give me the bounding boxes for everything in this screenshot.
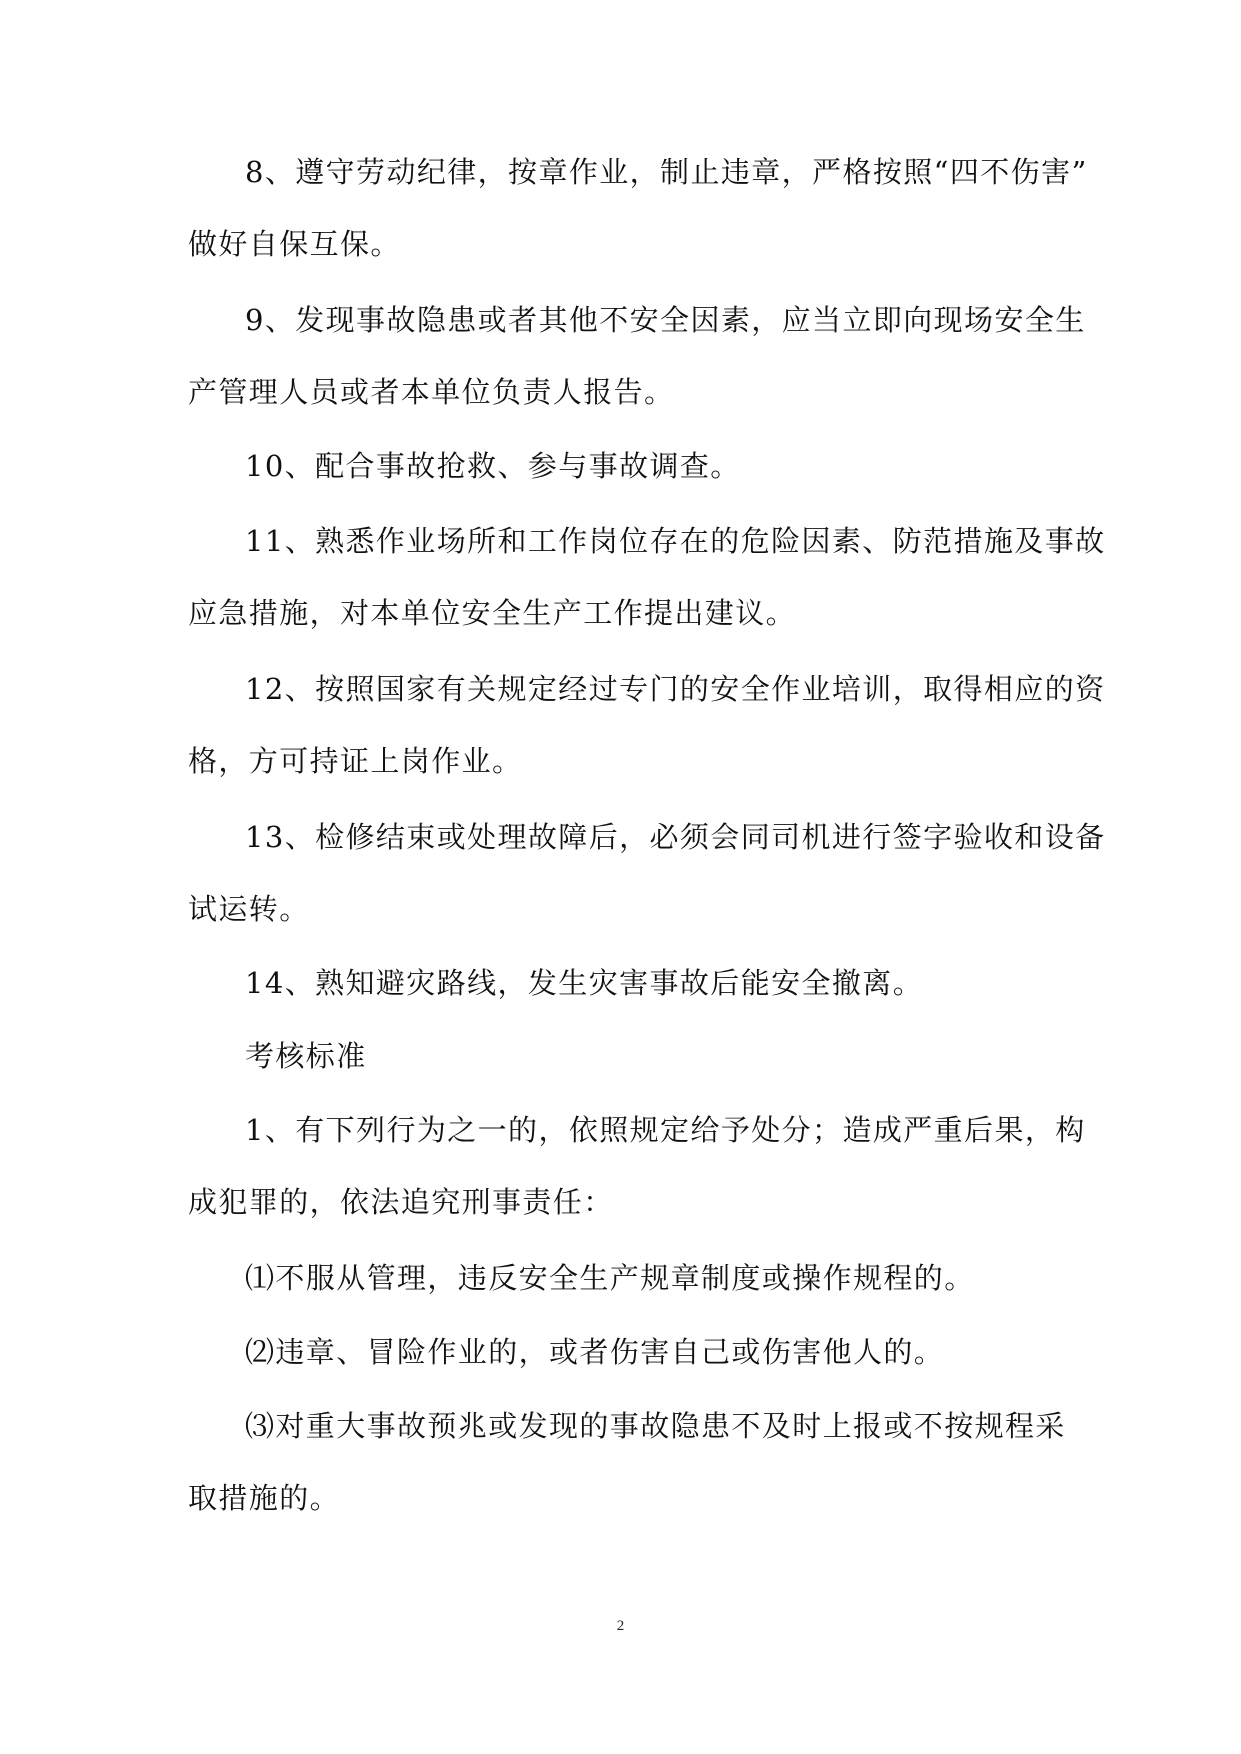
- paragraph-8-line-1: 8、遵守劳动纪律，按章作业，制止违章，严格按照“四不伤害”: [245, 155, 1088, 189]
- paragraph-13-line-2: 试运转。: [188, 892, 310, 926]
- paragraph-14-line-1: 14、熟知避灾路线，发生灾害事故后能安全撤离。: [245, 966, 924, 1000]
- criterion-1-item-3-line-1: ⑶对重大事故预兆或发现的事故隐患不及时上报或不按规程采: [245, 1409, 1066, 1443]
- paragraph-9-line-1: 9、发现事故隐患或者其他不安全因素，应当立即向现场安全生: [245, 303, 1086, 337]
- paragraph-8-line-2: 做好自保互保。: [188, 227, 401, 261]
- section-heading: 考核标准: [245, 1039, 367, 1073]
- paragraph-12-line-2: 格，方可持证上岗作业。: [188, 744, 523, 778]
- criterion-1-line-1: 1、有下列行为之一的，依照规定给予处分；造成严重后果，构: [245, 1113, 1086, 1147]
- criterion-1-line-2: 成犯罪的，依法追究刑事责任：: [188, 1185, 614, 1219]
- paragraph-11-line-2: 应急措施，对本单位安全生产工作提出建议。: [188, 596, 797, 630]
- page-number: 2: [616, 1618, 625, 1634]
- paragraph-11-line-1: 11、熟悉作业场所和工作岗位存在的危险因素、防范措施及事故: [245, 524, 1106, 558]
- paragraph-13-line-1: 13、检修结束或处理故障后，必须会同司机进行签字验收和设备: [245, 820, 1106, 854]
- paragraph-10-line-1: 10、配合事故抢救、参与事故调查。: [245, 449, 741, 483]
- criterion-1-item-2: ⑵违章、冒险作业的，或者伤害自己或伤害他人的。: [245, 1335, 945, 1369]
- paragraph-12-line-1: 12、按照国家有关规定经过专门的安全作业培训，取得相应的资: [245, 672, 1106, 706]
- paragraph-9-line-2: 产管理人员或者本单位负责人报告。: [188, 375, 675, 409]
- criterion-1-item-1: ⑴不服从管理，违反安全生产规章制度或操作规程的。: [245, 1261, 975, 1295]
- criterion-1-item-3-line-2: 取措施的。: [188, 1481, 341, 1515]
